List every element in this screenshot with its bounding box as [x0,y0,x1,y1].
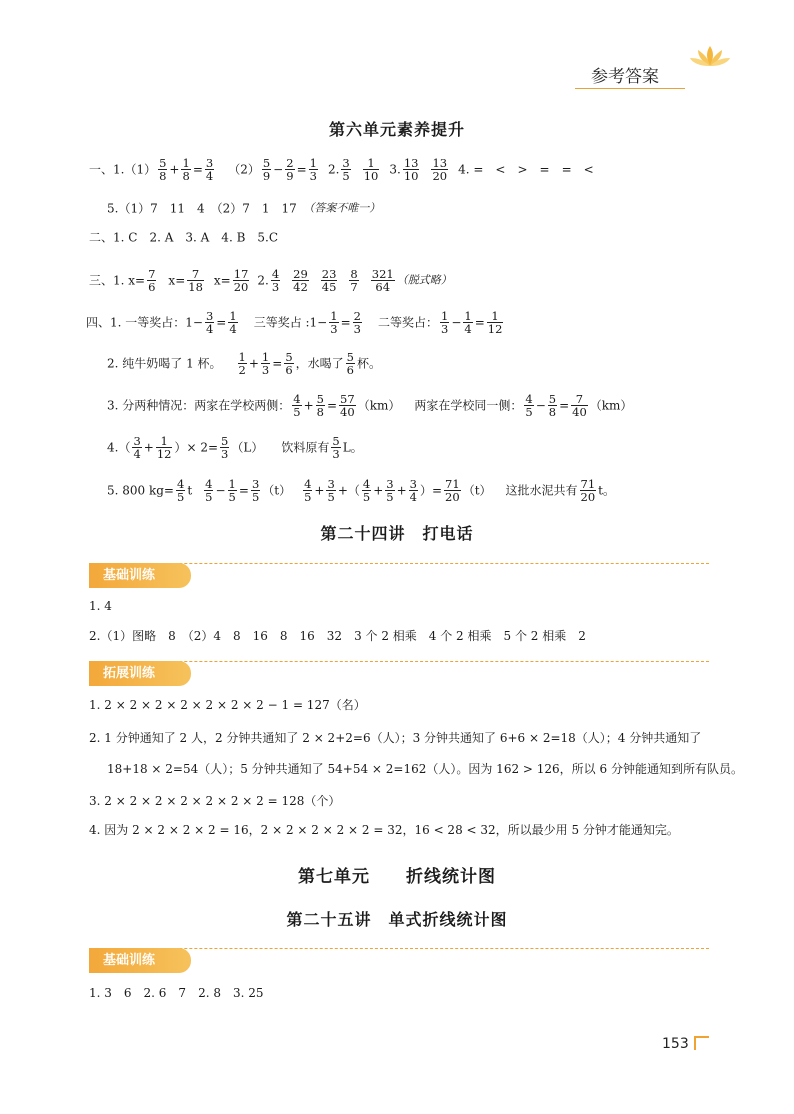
fraction: $\frac{29}{42}$ [293,267,308,294]
fraction: $\frac{3}{5}$ [386,477,394,504]
fraction: $\frac{3}{4}$ [205,309,214,336]
fraction: $\frac{2}{9}$ [286,156,294,183]
fraction: $\frac{1}{12}$ [487,309,503,336]
tag-bar [89,948,709,973]
section-title: 第六单元素养提升 [328,120,465,139]
text: 4. = < > = = < [458,162,594,177]
text: 3. [389,162,401,177]
text: 四、1. 一等奖占：1− [86,315,203,330]
fraction: $\frac{7}{18}$ [188,267,203,294]
text: 2. 纯牛奶喝了 1 杯。 [107,356,222,371]
text: 两家在学校同一侧： [414,398,523,413]
page-number: 153 [662,1036,689,1052]
fraction: $\frac{3}{4}$ [205,156,214,183]
answer-row: 2. 纯牛奶喝了 1 杯。 $\frac{1}{2}$ + $\frac{1}{3}$ = $\frac{5}{6}$ ，水喝了 $\frac{5}{6}$ 杯。 [107,350,381,377]
fraction: $\frac{5}{8}$ [316,392,324,419]
fraction: $\frac{8}{7}$ [350,267,358,294]
fraction: $\frac{4}{5}$ [362,477,371,504]
fraction: $\frac{1}{4}$ [464,309,472,336]
fraction: $\frac{2}{3}$ [353,309,361,336]
text: 一、1.（1） [89,162,157,177]
answer-row: 1. 2 × 2 × 2 × 2 × 2 × 2 × 2 − 1 = 127（名） [89,698,366,712]
lecture-title: 第二十五讲 单式折线统计图 [286,910,508,929]
fraction: $\frac{4}{5}$ [177,477,185,504]
text: （L） [231,440,264,455]
text: （t） [262,483,292,498]
extension-training-tag: 拓展训练 [89,661,191,686]
fraction: $\frac{17}{20}$ [233,267,249,294]
fraction: $\frac{321}{64}$ [371,267,394,294]
header-title: 参考答案 [591,67,659,87]
text: 这批水泥共有 [505,483,578,498]
answer-row: 18+18 × 2=54（人）；5 分钟共通知了 54+54 × 2=162（人）。因为 162 > 126，所以 6 分钟能通知到所有队员。 [107,762,743,776]
text: 三、1. x= [89,273,146,288]
fraction: $\frac{57}{40}$ [340,392,355,419]
fraction: $\frac{1}{8}$ [182,156,190,183]
fraction: $\frac{13}{20}$ [432,156,448,183]
text: 饮料原有 [281,440,330,455]
text: t [187,483,193,498]
text: （t） [462,483,492,498]
fraction: $\frac{71}{20}$ [580,477,596,504]
text: （km） [357,398,401,413]
fraction: $\frac{5}{6}$ [346,350,354,377]
unit-title: 第七单元 折线统计图 [298,867,496,887]
text: 三等奖占 :1− [253,315,328,330]
fraction: $\frac{1}{10}$ [363,156,379,183]
note: （答案不唯一） [308,201,381,215]
tag-bar [89,661,709,686]
answer-row: 2.（1）图略 8 （2）4 8 16 8 16 32 3 个 2 相乘 4 个 2 相乘 5 个 2 相乘 2 [89,629,586,643]
fraction: $\frac{5}{3}$ [332,434,340,461]
fraction: $\frac{23}{45}$ [321,267,337,294]
fraction: $\frac{1}{4}$ [229,309,237,336]
text: 二、1. C 2. A 3. A 4. B 5.C [89,230,279,245]
answer-row: 4.（ $\frac{3}{4}$ + $\frac{1}{12}$ ）× 2= $\frac{5}{3}$ （L） 饮料原有 $\frac{5}{3}$ L。 [107,434,363,461]
answer-row [89,229,278,246]
fraction: $\frac{13}{10}$ [403,156,419,183]
text: 5.（1）7 11 4 （2）7 1 17 [107,201,309,216]
answer-row: 2. 1 分钟通知了 2 人，2 分钟共通知了 2 × 2+2=6（人）；3 分钟共通知了 6+6 × 2=18（人）；4 分钟共通知了 [89,731,702,745]
text: （km） [589,398,633,413]
lotus-icon [688,44,732,70]
text: 4.（ [107,440,131,455]
answer-row [107,200,380,217]
fraction: $\frac{3}{4}$ [409,477,417,504]
fraction: $\frac{3}{5}$ [327,477,335,504]
fraction: $\frac{1}{3}$ [440,309,449,336]
fraction: $\frac{3}{5}$ [251,477,260,504]
fraction: $\frac{4}{5}$ [293,392,301,419]
fraction: $\frac{1}{3}$ [261,350,270,377]
text: 5. 800 kg= [107,483,174,498]
answer-row: 3. 分两种情况：两家在学校两侧： $\frac{4}{5}$ + $\frac{5}{8}$ = $\frac{57}{40}$ （km） 两家在学校同一侧： $\frac{4}{5}$ − $\frac{5}{8}$ = $\frac{7}{40}$ （km） [107,392,633,419]
answer-row: 1. 4 [89,599,112,613]
fraction: $\frac{4}{5}$ [525,392,533,419]
text: x= [168,273,186,288]
fraction: $\frac{4}{5}$ [205,477,213,504]
text: 3. 分两种情况：两家在学校两侧： [107,398,291,413]
corner-bracket-icon [692,1034,712,1052]
fraction: $\frac{1}{5}$ [228,477,236,504]
fraction: $\frac{1}{2}$ [238,350,246,377]
text: 二等奖占： [377,315,438,330]
answer-row: 四、1. 一等奖占：1− $\frac{3}{4}$ = $\frac{1}{4}$ 三等奖占 :1− $\frac{1}{3}$ = $\frac{2}{3}$ 二等奖占： $\frac{1}{3}$ − $\frac{1}{4}$ = $\frac{1}{12}$ [86,309,503,336]
fraction: $\frac{5}{8}$ [548,392,557,419]
basic-training-tag: 基础训练 [89,948,191,973]
text: − [451,315,462,330]
answer-row: 3. 2 × 2 × 2 × 2 × 2 × 2 × 2 = 128（个） [89,794,341,808]
fraction: $\frac{4}{5}$ [304,477,312,504]
text: x= [213,273,231,288]
fraction: $\frac{7}{6}$ [148,267,156,294]
text: t。 [598,483,615,498]
fraction: $\frac{5}{9}$ [262,156,271,183]
fraction: $\frac{7}{40}$ [572,392,587,419]
fraction: $\frac{5}{8}$ [159,156,167,183]
answer-row: 1. 3 6 2. 6 7 2. 8 3. 25 [89,986,264,1000]
tag-bar [89,563,709,588]
answer-row: 5. 800 kg= $\frac{4}{5}$ t $\frac{4}{5}$ − $\frac{1}{5}$ = $\frac{3}{5}$ （t） $\frac{4}{5}$ + $\frac{3}{5}$ +（ $\frac{4}{5}$ + $\frac{3}{5}$ + $\frac{3}{4}$ ）= $\frac{71}{20}$ （t） 这批水泥共有 $\frac{71}{20}$ t。 [107,477,615,504]
fraction: $\frac{1}{3}$ [309,156,317,183]
header-title-box [575,56,685,89]
lecture-title: 第二十四讲 打电话 [320,524,474,543]
text: 2. [327,162,340,177]
fraction: $\frac{5}{3}$ [221,434,229,461]
basic-training-tag: 基础训练 [89,563,191,588]
fraction: $\frac{71}{20}$ [445,477,460,504]
note: （脱式略） [396,273,452,287]
fraction: $\frac{1}{3}$ [330,309,338,336]
fraction: $\frac{1}{12}$ [156,434,172,461]
text: （2） [228,162,260,177]
fraction: $\frac{4}{3}$ [271,267,280,294]
text: 2. [257,273,269,288]
fraction: $\frac{3}{4}$ [133,434,141,461]
text: ）× 2= [174,440,219,455]
fraction: $\frac{3}{5}$ [342,156,350,183]
text: L。 [342,440,363,455]
text: 杯。 [356,356,381,371]
answer-row [89,268,452,293]
fraction: $\frac{5}{6}$ [285,350,293,377]
answer-row: 一、1.（1） $\frac{5}{8}$ + $\frac{1}{8}$ = $\frac{3}{4}$ （2） $\frac{5}{9}$ − $\frac{2}{9}$ = $\frac{1}{3}$ 2. $\frac{3}{5}$ $\frac{1}{10}$ 3. $\frac{13}{10}$ $\frac{13}{20}$ 4. = < > = = < [89,156,594,183]
text: ，水喝了 [295,356,344,371]
answer-row: 4. 因为 2 × 2 × 2 × 2 = 16，2 × 2 × 2 × 2 × 2 = 32，16 < 28 < 32，所以最少用 5 分钟才能通知完。 [89,823,679,837]
